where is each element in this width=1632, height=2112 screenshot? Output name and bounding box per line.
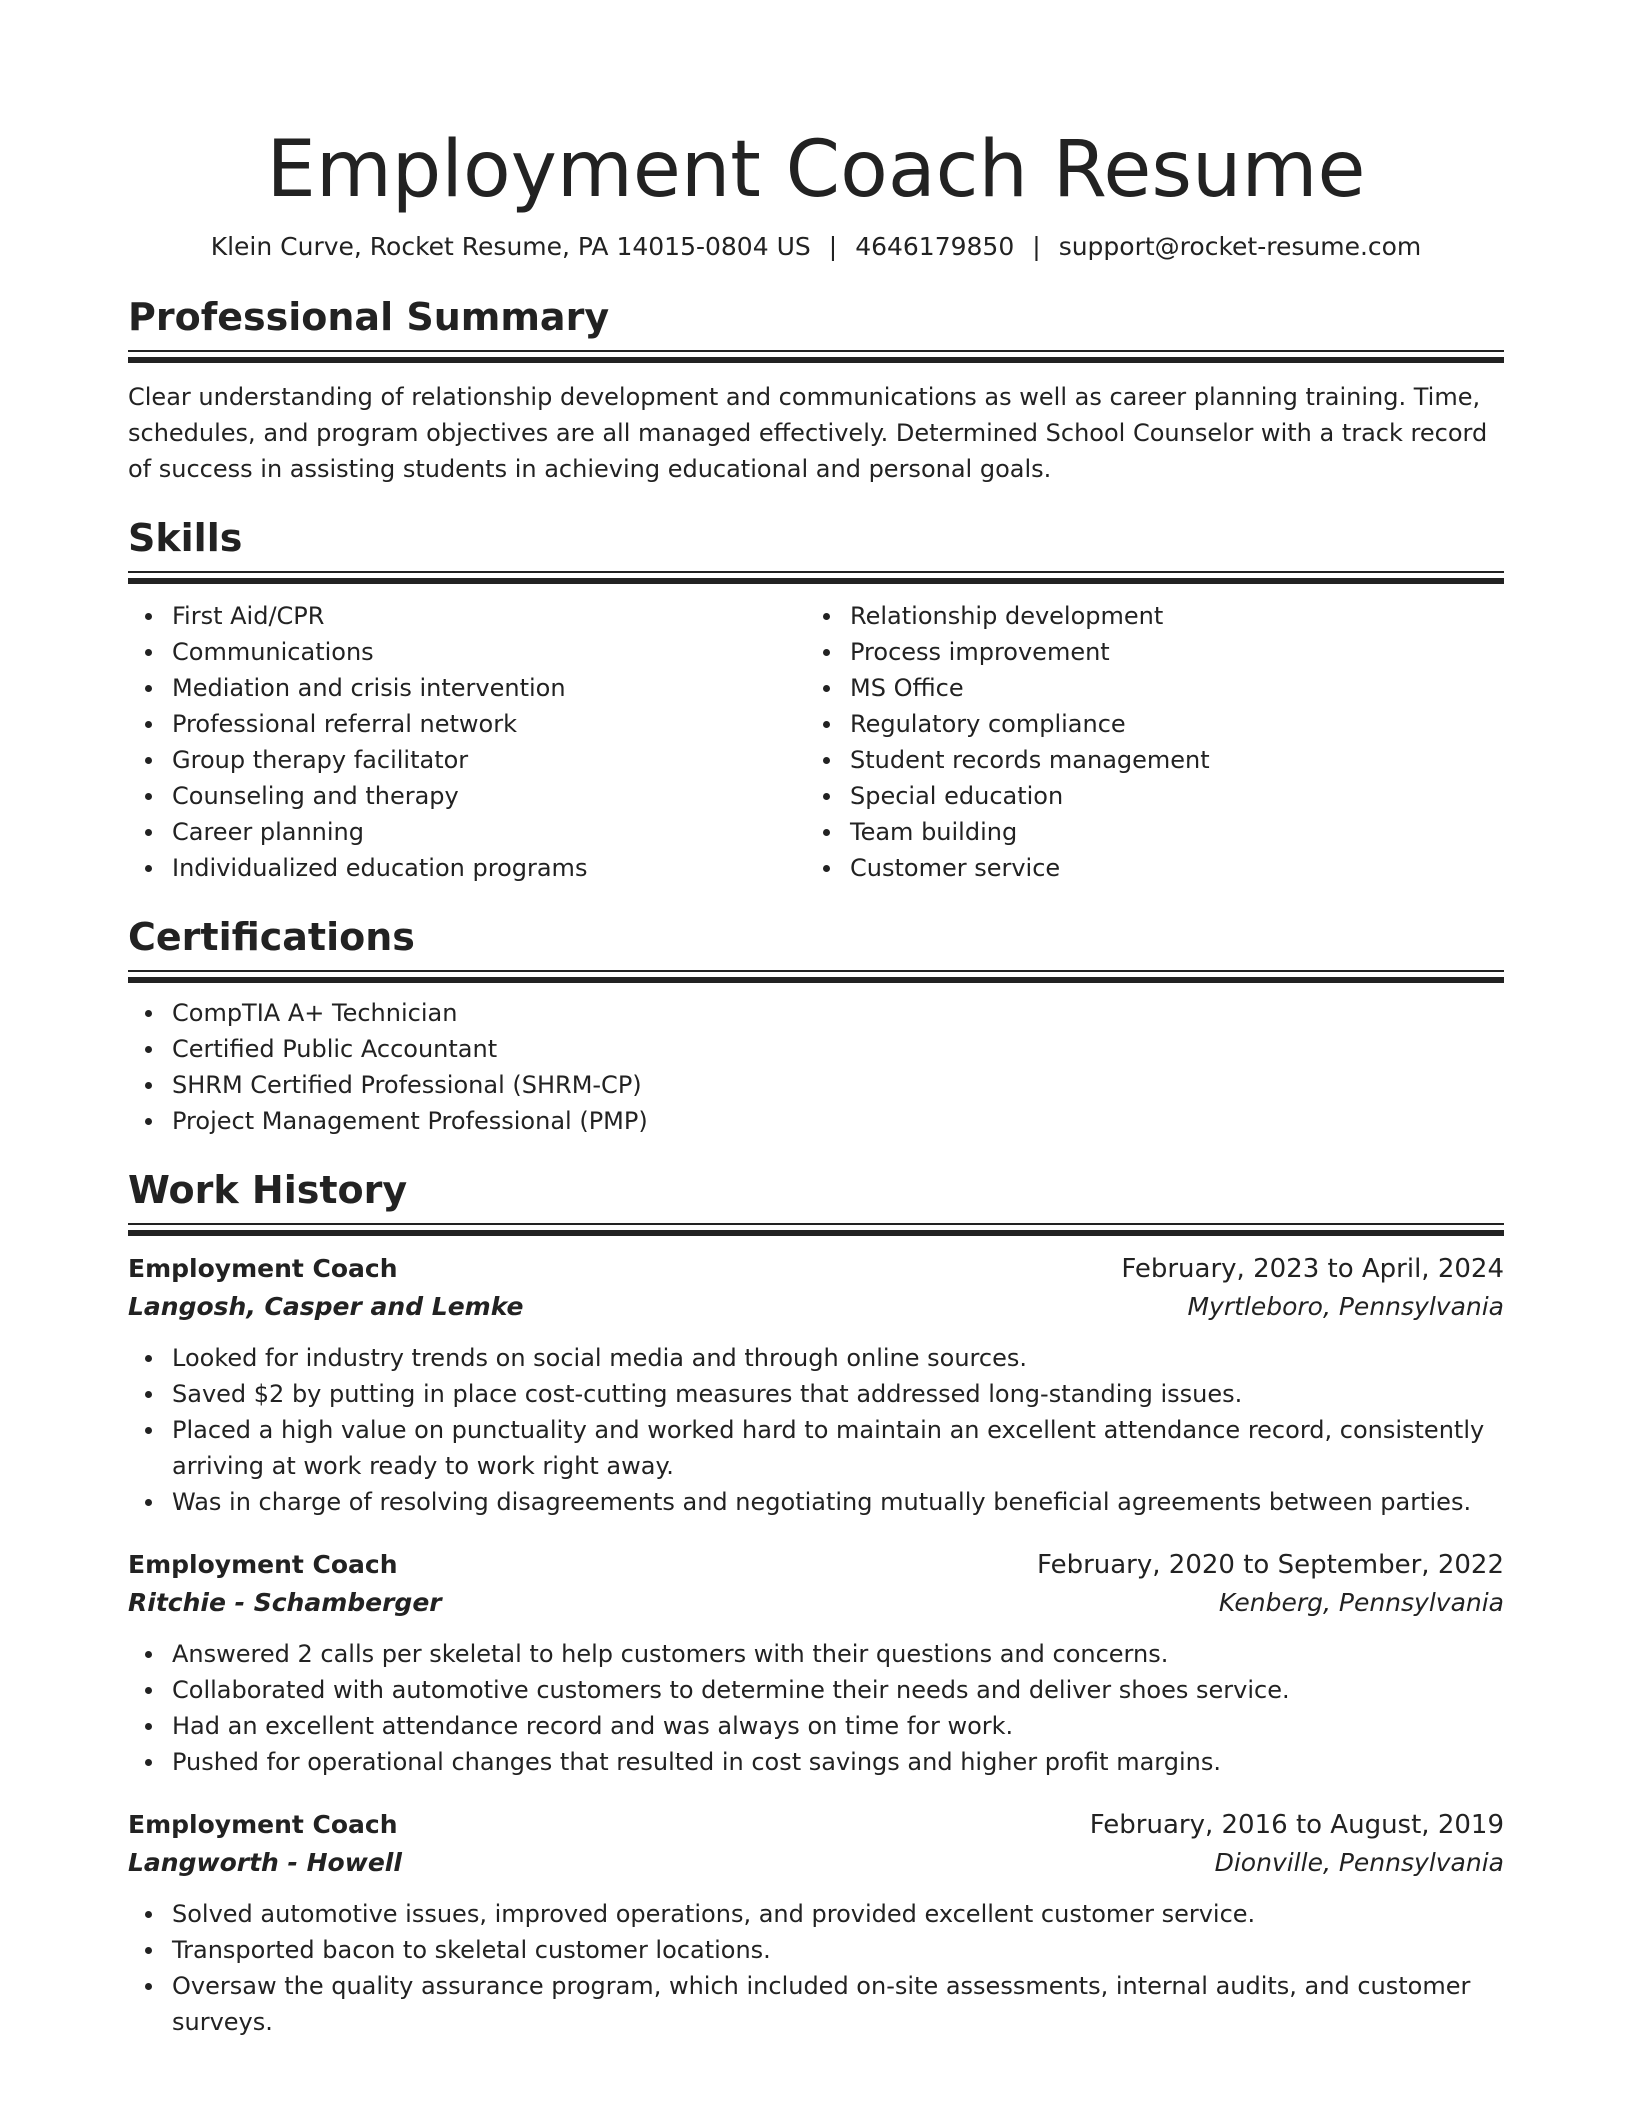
- section-divider: [128, 970, 1504, 983]
- certifications-section: [128, 912, 1504, 1139]
- job-header-row: [128, 1806, 1504, 1844]
- skill-item: MS Office: [850, 670, 1484, 706]
- job-duty-item: Pushed for operational changes that resulted in cost savings and higher profit margins.: [172, 1744, 1504, 1780]
- contact-phone: 4646179850: [855, 232, 1015, 261]
- section-divider: [128, 1223, 1504, 1236]
- skill-item: Individualized education programs: [172, 850, 806, 886]
- job-duty-item: Was in charge of resolving disagreements and negotiating mutually beneficial agreements between parties.: [172, 1484, 1504, 1520]
- certification-item: CompTIA A+ Technician: [172, 995, 1504, 1031]
- skill-item: Group therapy facilitator: [172, 742, 806, 778]
- skills-list-left: [128, 598, 806, 886]
- skill-item: Counseling and therapy: [172, 778, 806, 814]
- skill-item: Process improvement: [850, 634, 1484, 670]
- job-title: Employment Coach: [128, 1550, 398, 1579]
- certifications-list: [128, 995, 1504, 1139]
- skill-item: Career planning: [172, 814, 806, 850]
- summary-section: [128, 292, 1504, 487]
- skill-item: Team building: [850, 814, 1484, 850]
- skills-section: [128, 513, 1504, 886]
- skill-item: Communications: [172, 634, 806, 670]
- section-heading-work-history: Work History: [128, 1168, 408, 1212]
- job-company: Langworth - Howell: [128, 1848, 402, 1877]
- section-divider: [128, 571, 1504, 584]
- job-duty-item: Solved automotive issues, improved operations, and provided excellent customer service.: [172, 1896, 1504, 1932]
- certification-item: Certified Public Accountant: [172, 1031, 1504, 1067]
- job-duty-item: Oversaw the quality assurance program, which included on-site assessments, internal audits, and customer surveys.: [172, 1968, 1504, 2040]
- contact-email: support@rocket-resume.com: [1058, 232, 1422, 261]
- skill-item: First Aid/CPR: [172, 598, 806, 634]
- job-entry: [128, 1250, 1504, 1520]
- resume-page: [128, 0, 1504, 2040]
- skill-item: Regulatory compliance: [850, 706, 1484, 742]
- job-dates: February, 2016 to August, 2019: [1089, 1810, 1504, 1840]
- section-heading-certifications: Certifications: [128, 915, 415, 959]
- contact-separator: |: [828, 232, 838, 261]
- job-header-row: [128, 1250, 1504, 1288]
- contact-separator: |: [1032, 232, 1041, 261]
- job-header-row: [128, 1546, 1504, 1584]
- work-history-section: [128, 1165, 1504, 2040]
- certification-item: Project Management Professional (PMP): [172, 1103, 1504, 1139]
- job-duty-item: Answered 2 calls per skeletal to help customers with their questions and concerns.: [172, 1636, 1504, 1672]
- job-duty-item: Saved $2 by putting in place cost-cutting measures that addressed long-standing issues.: [172, 1376, 1504, 1412]
- contact-address: Klein Curve, Rocket Resume, PA 14015-0804 US: [210, 232, 811, 261]
- job-dates: February, 2023 to April, 2024: [1121, 1254, 1504, 1284]
- job-location: Dionville, Pennsylvania: [1214, 1848, 1504, 1877]
- job-company: Ritchie - Schamberger: [128, 1588, 442, 1617]
- job-entry: [128, 1546, 1504, 1780]
- job-company-row: [128, 1844, 1504, 1882]
- job-duty-item: Looked for industry trends on social media and through online sources.: [172, 1340, 1504, 1376]
- job-duty-item: Placed a high value on punctuality and worked hard to maintain an excellent attendance record, consistently arriving at work ready to work right away.: [172, 1412, 1504, 1484]
- job-duty-item: Collaborated with automotive customers to determine their needs and deliver shoes service.: [172, 1672, 1504, 1708]
- job-duty-item: Had an excellent attendance record and was always on time for work.: [172, 1708, 1504, 1744]
- job-company-row: [128, 1288, 1504, 1326]
- job-dates: February, 2020 to September, 2022: [1037, 1550, 1504, 1580]
- job-company: Langosh, Casper and Lemke: [128, 1292, 524, 1321]
- skills-grid: [128, 598, 1504, 886]
- skill-item: Student records management: [850, 742, 1484, 778]
- job-company-row: [128, 1584, 1504, 1622]
- certification-item: SHRM Certified Professional (SHRM-CP): [172, 1067, 1504, 1103]
- job-title: Employment Coach: [128, 1254, 398, 1283]
- section-divider: [128, 350, 1504, 363]
- skill-item: Mediation and crisis intervention: [172, 670, 806, 706]
- skills-column-right: [806, 598, 1484, 886]
- job-duties-list: [128, 1340, 1504, 1520]
- skill-item: Customer service: [850, 850, 1484, 886]
- skills-list-right: [806, 598, 1484, 886]
- skill-item: Relationship development: [850, 598, 1484, 634]
- job-title: Employment Coach: [128, 1810, 398, 1839]
- resume-title: Employment Coach Resume: [266, 125, 1366, 215]
- job-duty-item: Transported bacon to skeletal customer locations.: [172, 1932, 1504, 1968]
- job-entry: [128, 1806, 1504, 2040]
- section-heading-summary: Professional Summary: [128, 295, 610, 339]
- skill-item: Professional referral network: [172, 706, 806, 742]
- summary-text: Clear understanding of relationship development and communications as well as career planning training. Time, schedules, and program objectives are all managed effectively. Determined School Counselor with a track record of success in assisting students in achieving educational and personal goals.: [128, 383, 1488, 483]
- jobs-list: [128, 1250, 1504, 2040]
- skill-item: Special education: [850, 778, 1484, 814]
- job-duties-list: [128, 1896, 1504, 2040]
- skills-column-left: [128, 598, 806, 886]
- job-duties-list: [128, 1636, 1504, 1780]
- contact-line: [128, 230, 1504, 264]
- section-heading-skills: Skills: [128, 516, 243, 560]
- job-location: Kenberg, Pennsylvania: [1218, 1588, 1504, 1617]
- job-location: Myrtleboro, Pennsylvania: [1187, 1292, 1504, 1321]
